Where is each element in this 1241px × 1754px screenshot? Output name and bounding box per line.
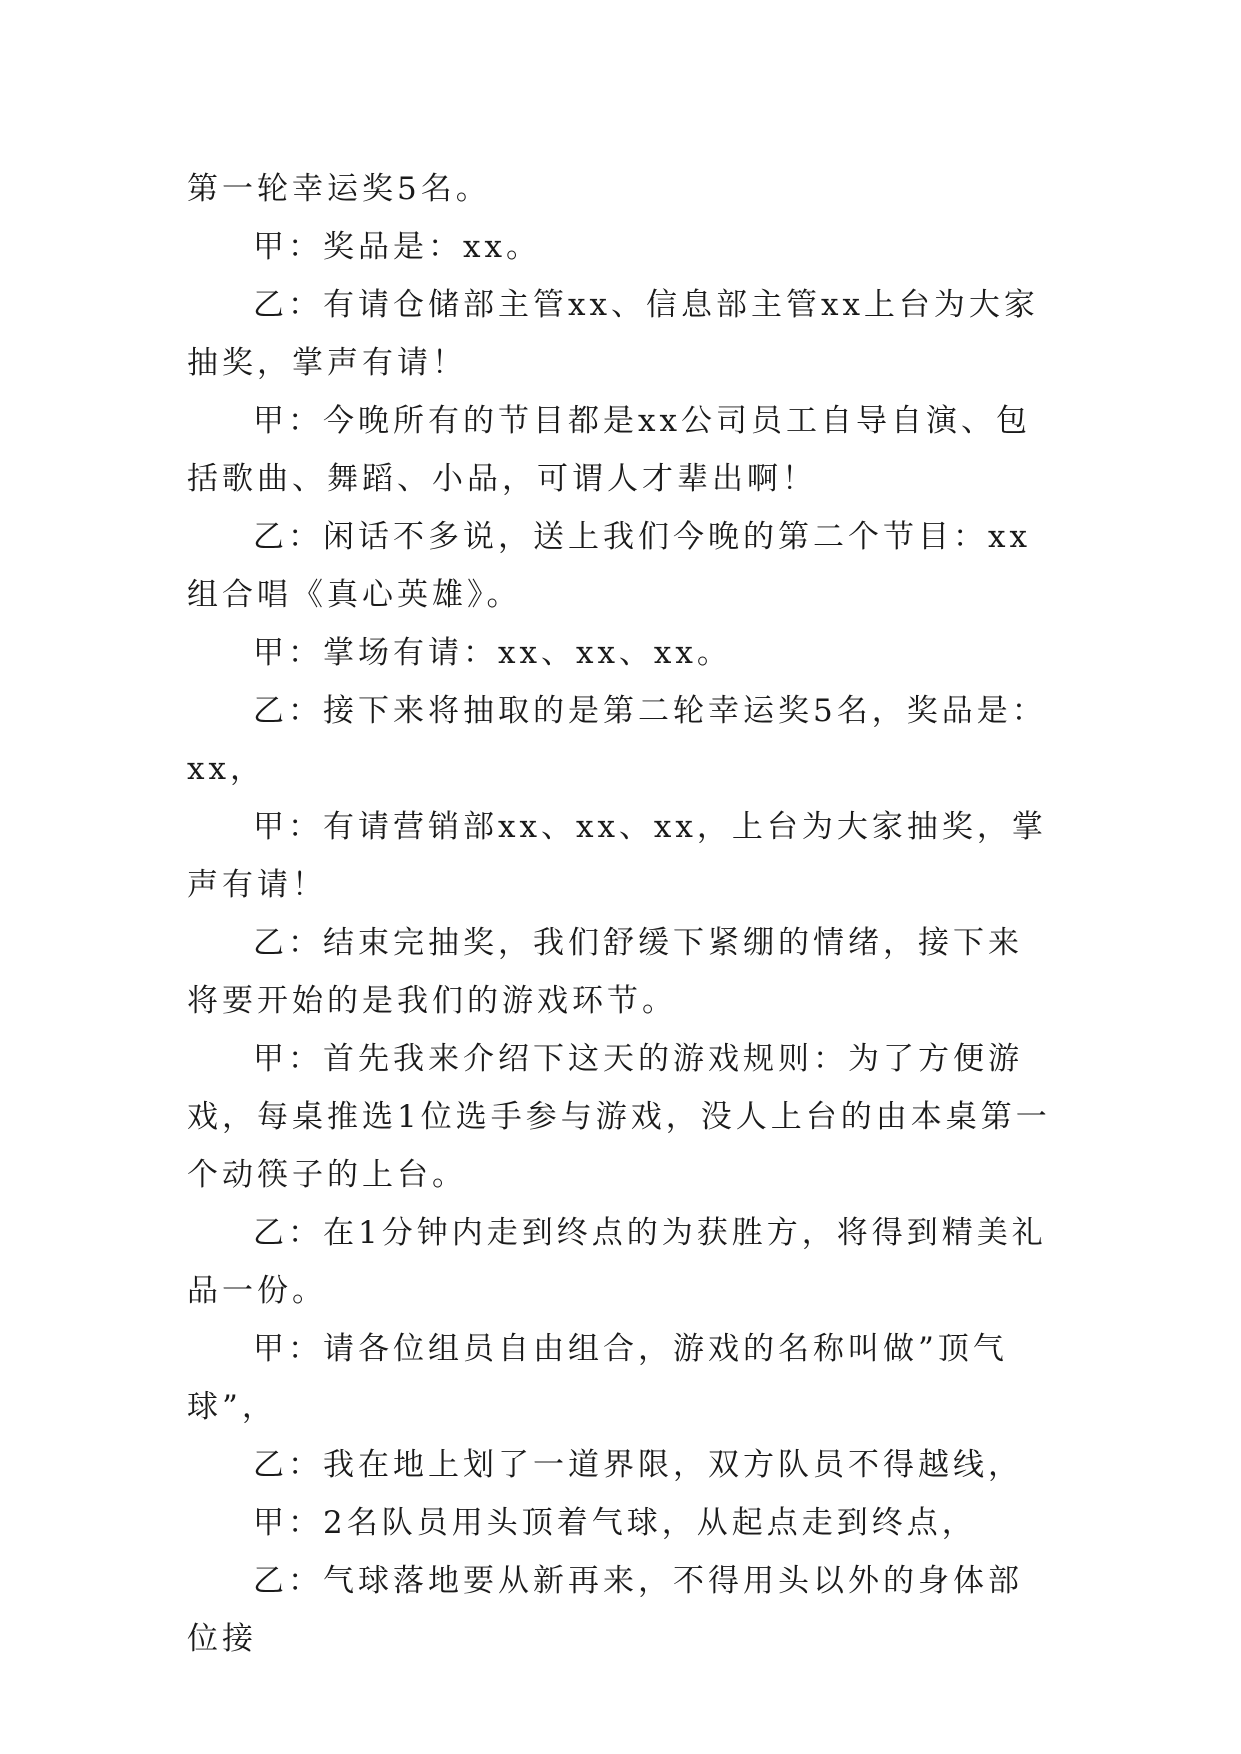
paragraph: 乙：我在地上划了一道界限，双方队员不得越线， bbox=[253, 1447, 1023, 1483]
paragraph: 乙：有请仓储部主管xx、信息部主管xx上台为大家抽奖，掌声有请！ bbox=[187, 287, 1039, 381]
paragraph: 甲：今晚所有的节目都是xx公司员工自导自演、包括歌曲、舞蹈、小品，可谓人才辈出啊！ bbox=[187, 403, 1031, 497]
paragraph: 乙：气球落地要从新再来，不得用头以外的身体部位接 bbox=[187, 1563, 1023, 1657]
paragraph: 乙：接下来将抽取的是第二轮幸运奖5名，奖品是：xx， bbox=[187, 693, 1047, 787]
paragraph: 甲：掌场有请：xx、xx、xx。 bbox=[253, 635, 732, 671]
paragraph: 甲：请各位组员自由组合，游戏的名称叫做”顶气球”， bbox=[187, 1331, 1008, 1425]
document-body bbox=[187, 160, 1057, 1668]
paragraph: 乙：在1分钟内走到终点的为获胜方，将得到精美礼品一份。 bbox=[187, 1215, 1047, 1309]
paragraph: 乙：闲话不多说，送上我们今晚的第二个节目：xx组合唱《真心英雄》。 bbox=[187, 519, 1031, 613]
paragraph: 甲：首先我来介绍下这天的游戏规则：为了方便游戏，每桌推选1位选手参与游戏，没人上台的由本桌第一个动筷子的上台。 bbox=[187, 1041, 1051, 1193]
paragraph: 乙：结束完抽奖，我们舒缓下紧绷的情绪，接下来将要开始的是我们的游戏环节。 bbox=[187, 925, 1023, 1019]
paragraph: 第一轮幸运奖5名。 bbox=[187, 171, 491, 207]
paragraph: 甲：奖品是：xx。 bbox=[253, 229, 541, 265]
paragraph: 甲：有请营销部xx、xx、xx，上台为大家抽奖，掌声有请！ bbox=[187, 809, 1047, 903]
paragraph: 甲：2名队员用头顶着气球，从起点走到终点， bbox=[253, 1505, 977, 1541]
